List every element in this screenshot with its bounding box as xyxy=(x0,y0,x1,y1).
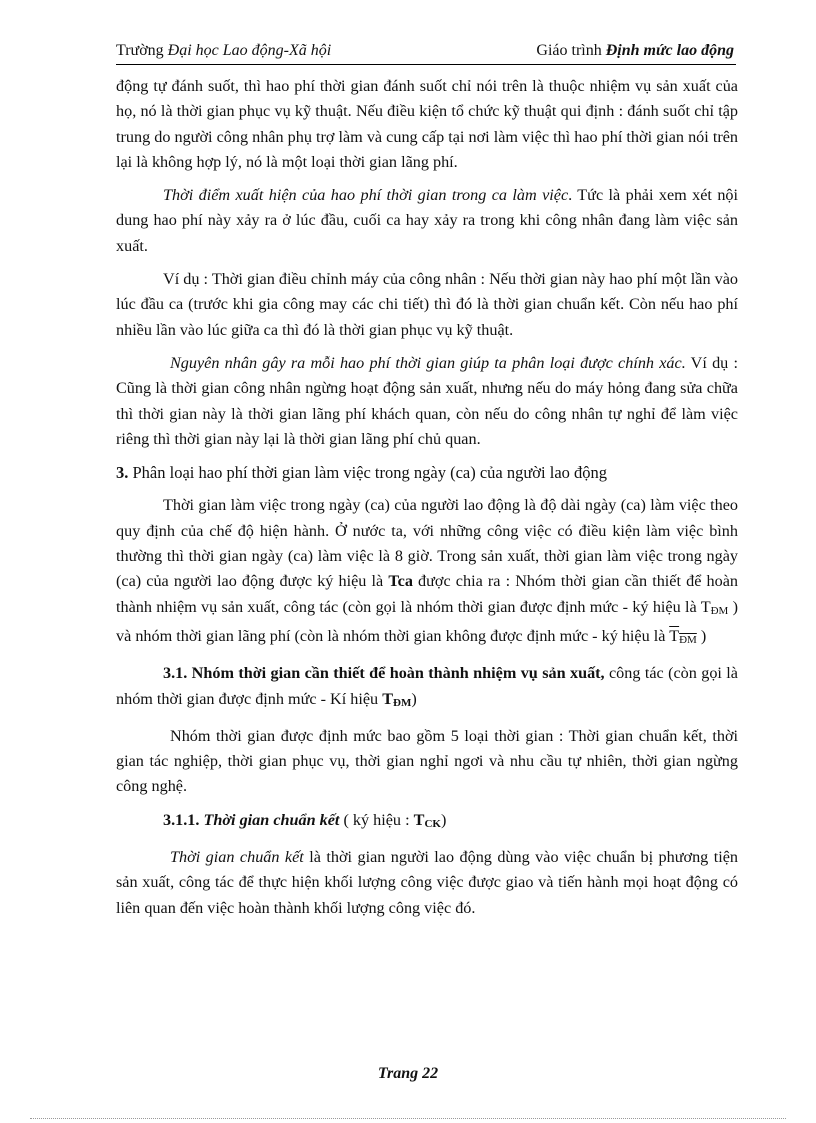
section-3-1-1-symbol-prefix: ( ký hiệu : xyxy=(339,810,414,829)
paragraph-2 xyxy=(116,183,738,259)
section-3-body-d: ) xyxy=(696,626,707,645)
tdm-not-symbol: TĐM xyxy=(669,626,697,646)
section-3-1-line2: công tác (còn gọi là nhóm thời gian được định mức - Kí hiệu xyxy=(116,664,738,708)
paragraph-4-rest: Ví dụ : Cũng là thời gian công nhân ngừng hoạt động sản xuất, nhưng nếu do máy hỏng đang sửa chữa thì thời gian này là thời gian lãng phí khách quan, còn nếu do công nhân tự nghỉ để làm việc riêng thì thời gian này lại là thời gian lãng phí chủ quan. xyxy=(116,353,738,448)
paragraph-2-rest: . Tức là phải xem xét nội dung hao phí này xảy ra ở lúc đầu, cuối ca hay xảy ra trong khi công nhân đang làm việc sản xuất. xyxy=(116,186,739,255)
section-3-body-b: được chia ra : Nhóm thời gian cần thiết để hoàn thành nhiệm vụ sản xuất, công tác (còn gọi là nhóm thời gian được định mức - ký hiệu là xyxy=(116,572,738,616)
section-3-1-symbol: TĐM xyxy=(382,689,412,709)
section-3-1-title: Nhóm thời gian cần thiết để hoàn thành nhiệm vụ sản xuất, xyxy=(187,664,605,683)
section-3-1-1-close: ) xyxy=(440,810,447,829)
section-3-1-1-symbol: TCK xyxy=(413,810,441,830)
section-3-body-c: ) và nhóm thời gian lãng phí (còn là nhóm thời gian không được định mức - ký hiệu là xyxy=(116,597,738,645)
header-book-prefix: Giáo trình xyxy=(536,42,606,59)
header-book-name: Định mức lao động xyxy=(605,42,734,59)
header-school-name: Đại học Lao động-Xã hội xyxy=(167,42,332,59)
section-3-1-1-title: Thời gian chuẩn kết xyxy=(199,810,340,829)
tdm-symbol: TĐM xyxy=(700,597,729,617)
section-3-1-close: ) xyxy=(411,689,417,708)
section-3-body xyxy=(116,493,738,653)
tca-symbol: Tca xyxy=(388,572,413,591)
section-3-heading xyxy=(116,460,738,485)
paragraph-1: động tự đánh suốt, thì hao phí thời gian đánh suốt chỉ nói trên là thuộc nhiệm vụ sản xuất của họ, nó là thời gian phục vụ kỹ thuật. Nếu điều kiện tổ chức kỹ thuật qui định : đánh suốt chỉ tập trung do người công nhân phụ trợ làm và cung cấp tại nơi làm việc thì hao phí thời gian nói trên lại là không hợp lý, nó là một loại thời gian lãng phí. xyxy=(116,77,738,171)
page-header xyxy=(116,40,736,65)
section-3-1-1-body-italic: Thời gian chuẩn kết xyxy=(170,848,304,867)
section-3-1-1-body xyxy=(116,845,738,921)
paragraph-3: Ví dụ : Thời gian điều chỉnh máy của công nhân : Nếu thời gian này hao phí một lần vào lúc đầu ca (trước khi gia công may các chi tiết) thì đó là thời gian chuẩn kết. Còn nếu hao phí nhiều lần vào lúc giữa ca thì đó là thời gian phục vụ kỹ thuật. xyxy=(116,270,738,339)
header-school xyxy=(116,42,331,60)
section-3-title: Phân loại hao phí thời gian làm việc trong ngày (ca) của người lao động xyxy=(128,463,608,483)
section-3-1-1-number: 3.1.1. xyxy=(163,810,200,829)
paragraph-2-italic: Thời điểm xuất hiện của hao phí thời gian trong ca làm việc xyxy=(163,186,569,205)
section-3-number: 3. xyxy=(116,463,129,483)
paragraph-4 xyxy=(116,351,738,452)
section-3-1-heading xyxy=(116,661,738,716)
section-3-1-1-body-rest: là thời gian người lao động dùng vào việc chuẩn bị phương tiện sản xuất, công tác để thực hiện khối lượng công việc được giao và tiến hành mọi hoạt động có liên quan đến việc hoàn thành khối lượng công việc đó. xyxy=(116,848,738,917)
header-school-prefix: Trường xyxy=(116,42,168,59)
section-3-1-number: 3.1. xyxy=(163,664,188,683)
paragraph-4-italic: Nguyên nhân gây ra mỗi hao phí thời gian giúp ta phân loại được chính xác. xyxy=(170,353,686,372)
section-3-body-a: Thời gian làm việc trong ngày (ca) của người lao động là độ dài ngày (ca) làm việc theo quy định của chế độ hiện hành. Ở nước ta, với những công việc có điều kiện làm việc bình thường thì thời gian ngày (ca) làm việc là 8 giờ. Trong sản xuất, thời gian làm việc trong ngày (ca) của người lao động được ký hiệu là xyxy=(116,496,738,591)
page-number: Trang 22 xyxy=(377,1065,439,1082)
page-content xyxy=(116,74,738,929)
section-3-1-1-heading xyxy=(116,808,738,837)
section-3-1-body: Nhóm thời gian được định mức bao gồm 5 loại thời gian : Thời gian chuẩn kết, thời gian tác nghiệp, thời gian phục vụ, thời gian nghỉ ngơi và nhu cầu tự nhiên, thời gian ngừng công nghệ. xyxy=(116,726,738,796)
bottom-divider xyxy=(30,1118,786,1119)
header-book xyxy=(536,42,734,60)
